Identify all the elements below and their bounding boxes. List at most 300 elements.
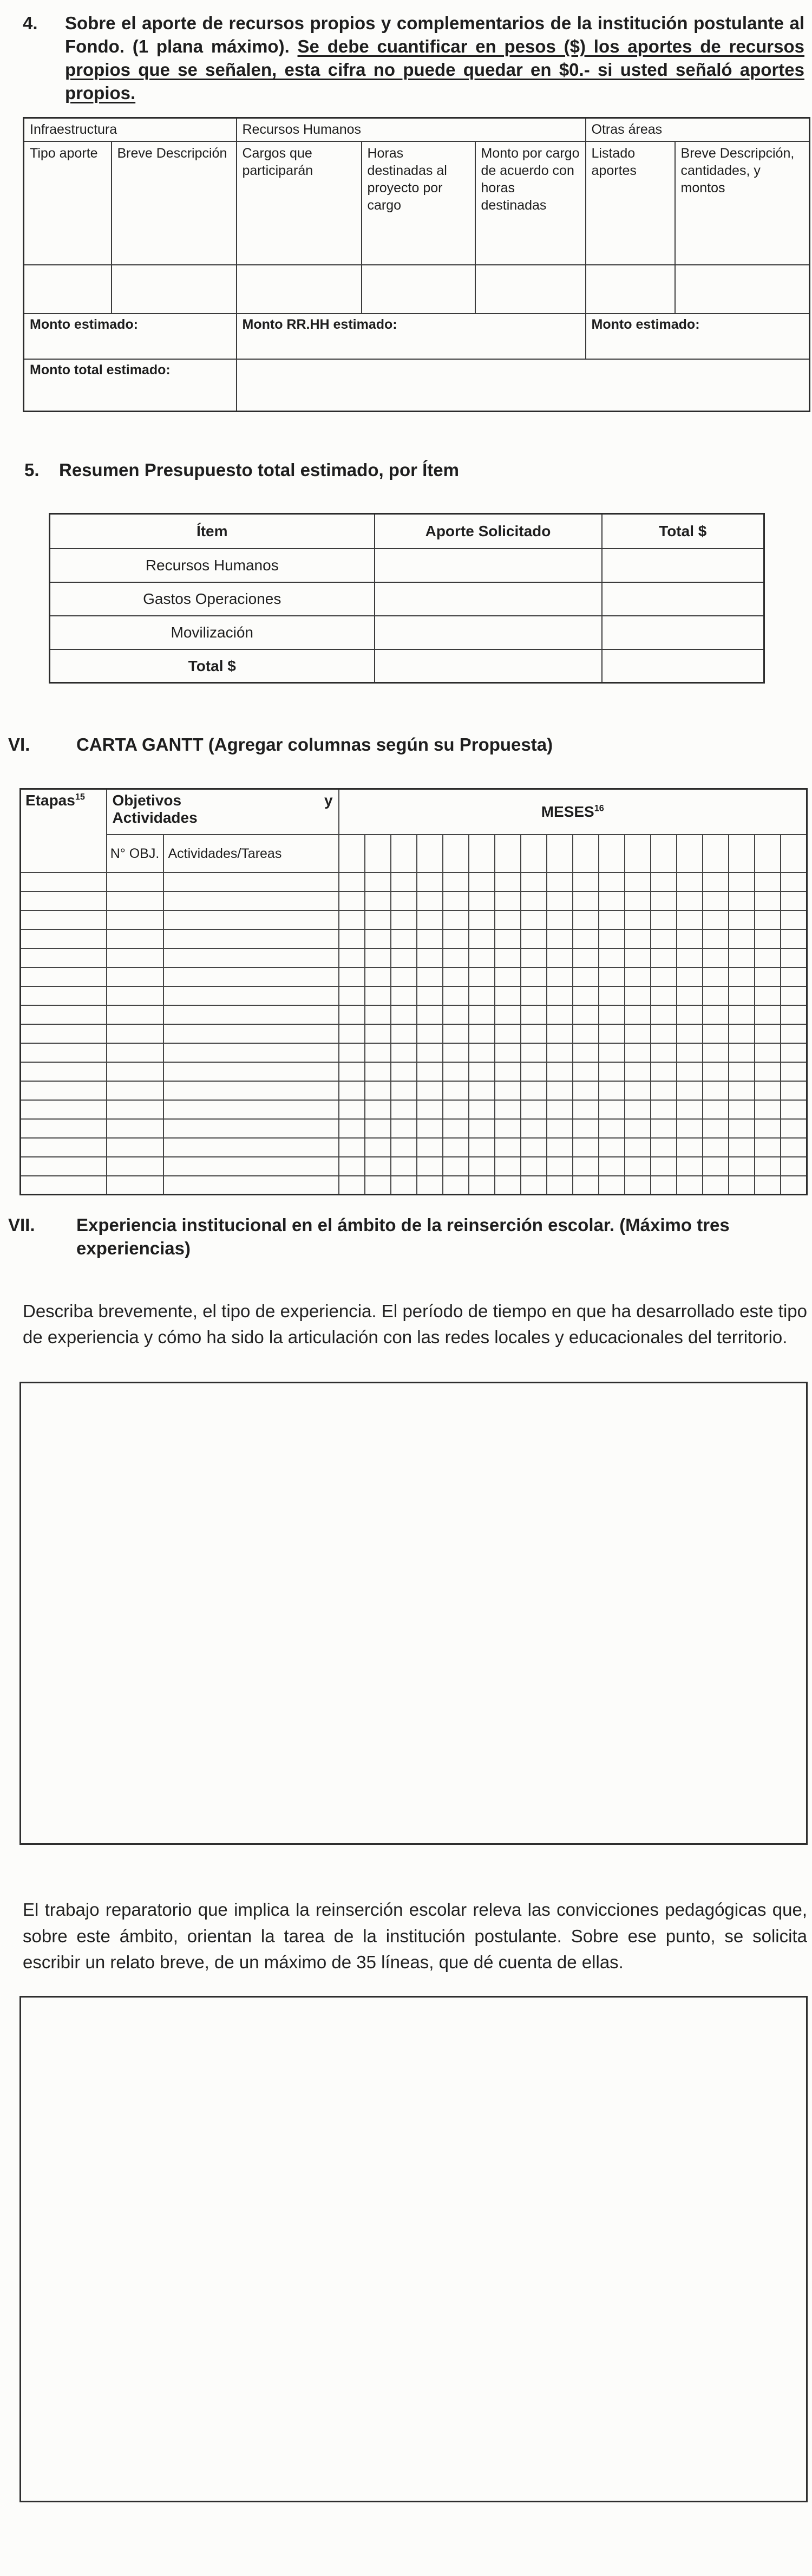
gantt-month-cell [729,910,755,929]
etapas-label: Etapas [25,792,75,809]
gantt-month-cell [781,1157,807,1176]
gantt-month-cell [365,1005,391,1024]
gantt-month-cell [625,986,651,1005]
gantt-month-cell [443,1100,469,1119]
gantt-month-cell [521,1024,547,1043]
gantt-month-cell [365,1024,391,1043]
objetivos-word: Actividades [112,809,198,827]
gantt-month-cell [677,1100,703,1119]
gantt-month-cell [443,1119,469,1138]
item-label: Recursos Humanos [50,549,375,582]
gantt-month-cell [599,1062,625,1081]
gantt-month-cell [391,910,417,929]
gantt-month-cell [495,1176,521,1195]
gantt-row [21,1119,807,1138]
gantt-month-cell [365,892,391,910]
section7-title: Experiencia institucional en el ámbito de la reinserción escolar. (Máximo tres experiencias) [76,1215,730,1259]
gantt-month-cell [443,1138,469,1157]
gantt-cell [21,910,107,929]
gantt-month-cell [781,910,807,929]
gantt-month-cell [547,929,573,948]
gantt-month-cell [547,986,573,1005]
gantt-month-header-cell [365,835,391,873]
gantt-month-cell [755,1119,781,1138]
gantt-month-cell [339,892,365,910]
gantt-month-cell [573,892,599,910]
gantt-cell [163,1176,339,1195]
gantt-month-cell [781,1005,807,1024]
gantt-month-cell [339,929,365,948]
gantt-cell [21,873,107,892]
gantt-cell [163,1081,339,1100]
gantt-month-cell [339,1119,365,1138]
col-breve-descripcion: Breve Descripción [112,141,237,265]
gantt-cell [107,929,163,948]
gantt-month-cell [417,986,443,1005]
gantt-month-cell [469,929,495,948]
gantt-month-cell [781,948,807,967]
gantt-month-cell [495,1100,521,1119]
gantt-month-cell [391,1119,417,1138]
gantt-month-cell [495,1157,521,1176]
gantt-month-cell [365,1062,391,1081]
gantt-month-cell [729,1024,755,1043]
gantt-month-cell [469,1176,495,1195]
gantt-month-cell [755,892,781,910]
monto-rrhh-estimado: Monto RR.HH estimado: [237,314,586,359]
gantt-month-cell [547,1100,573,1119]
gantt-month-cell [651,1062,677,1081]
gantt-month-cell [339,1005,365,1024]
gantt-month-cell [625,1138,651,1157]
gantt-cell [21,1100,107,1119]
gantt-month-cell [417,892,443,910]
gantt-month-cell [625,948,651,967]
item-label: Total $ [50,649,375,683]
gantt-month-cell [391,948,417,967]
gantt-month-cell [391,1138,417,1157]
gantt-table [19,788,808,1195]
gantt-cell [163,1043,339,1062]
gantt-month-cell [417,1043,443,1062]
gantt-month-cell [703,967,729,986]
section4-number: 4. [23,13,38,33]
col-breve-desc-montos: Breve Descripción, cantidades, y montos [675,141,810,265]
gantt-month-cell [677,1062,703,1081]
gantt-month-cell [677,1138,703,1157]
gantt-month-cell [443,873,469,892]
gantt-month-cell [625,1043,651,1062]
gantt-cell [163,967,339,986]
gantt-month-cell [755,1043,781,1062]
gantt-month-cell [703,1157,729,1176]
convictions-answer-box [19,1996,808,2502]
group-recursos-humanos: Recursos Humanos [237,118,586,141]
gantt-month-cell [781,929,807,948]
gantt-cell [21,1157,107,1176]
gantt-month-cell [469,873,495,892]
gantt-cell [21,1176,107,1195]
gantt-month-cell [339,1081,365,1100]
monto-estimado-otras: Monto estimado: [586,314,810,359]
gantt-month-cell [651,1119,677,1138]
gantt-cell [163,873,339,892]
gantt-month-header-cell [521,835,547,873]
gantt-month-cell [781,1138,807,1157]
gantt-row [21,1005,807,1024]
gantt-month-cell [339,873,365,892]
gantt-month-cell [469,1081,495,1100]
gantt-month-cell [573,967,599,986]
gantt-month-cell [521,1005,547,1024]
gantt-row [21,1100,807,1119]
gantt-month-cell [417,1005,443,1024]
gantt-month-cell [391,967,417,986]
meses-label: MESES [541,803,594,821]
item-label: Gastos Operaciones [50,582,375,616]
col-monto-cargo: Monto por cargo de acuerdo con horas destinadas [475,141,586,265]
gantt-month-cell [755,929,781,948]
gantt-month-cell [703,948,729,967]
gantt-row [21,892,807,910]
gantt-month-cell [495,948,521,967]
gantt-cell [163,1100,339,1119]
meses-footnote: 16 [594,803,604,814]
col-horas: Horas destinadas al proyecto por cargo [362,141,475,265]
gantt-month-cell [469,1157,495,1176]
gantt-month-cell [391,1062,417,1081]
gantt-month-cell [781,873,807,892]
gantt-month-cell [547,1157,573,1176]
gantt-month-cell [599,873,625,892]
gantt-cell [163,929,339,948]
gantt-month-cell [677,929,703,948]
gantt-month-cell [625,967,651,986]
gantt-month-cell [365,967,391,986]
gantt-month-cell [573,1157,599,1176]
gantt-month-cell [729,1062,755,1081]
gantt-cell [21,1024,107,1043]
gantt-month-cell [651,986,677,1005]
gantt-month-cell [521,910,547,929]
gantt-month-cell [495,910,521,929]
gantt-month-cell [417,1062,443,1081]
header-item: Ítem [50,514,375,549]
gantt-cell [163,1157,339,1176]
gantt-month-cell [651,1081,677,1100]
gantt-month-cell [781,967,807,986]
gantt-month-cell [781,1081,807,1100]
gantt-month-cell [703,1043,729,1062]
gantt-month-header-cell [703,835,729,873]
monto-estimado-infra: Monto estimado: [24,314,237,359]
gantt-month-cell [443,1005,469,1024]
gantt-month-cell [755,1024,781,1043]
gantt-month-cell [625,910,651,929]
gantt-month-cell [625,1119,651,1138]
empty-cell [112,265,237,314]
gantt-month-cell [417,910,443,929]
gantt-month-cell [781,1024,807,1043]
gantt-month-cell [365,910,391,929]
gantt-month-cell [573,1176,599,1195]
gantt-month-cell [755,1138,781,1157]
gantt-month-header-cell [729,835,755,873]
gantt-cell [107,1024,163,1043]
gantt-month-cell [365,986,391,1005]
gantt-month-cell [677,1119,703,1138]
total-cell [602,616,764,649]
gantt-month-cell [521,967,547,986]
gantt-month-cell [755,948,781,967]
gantt-cell [107,1100,163,1119]
gantt-month-cell [417,1138,443,1157]
gantt-month-header-cell [443,835,469,873]
gantt-month-cell [599,1005,625,1024]
gantt-cell [21,892,107,910]
gantt-month-cell [443,1024,469,1043]
gantt-month-cell [547,1005,573,1024]
gantt-month-cell [391,1176,417,1195]
gantt-month-cell [755,1176,781,1195]
gantt-month-cell [547,910,573,929]
gantt-month-cell [547,892,573,910]
gantt-month-cell [651,892,677,910]
gantt-cell [21,1119,107,1138]
gantt-month-cell [625,892,651,910]
gantt-month-cell [443,1157,469,1176]
gantt-month-cell [599,1081,625,1100]
gantt-month-cell [521,873,547,892]
gantt-month-cell [729,1176,755,1195]
gantt-month-header-cell [677,835,703,873]
gantt-month-cell [391,1005,417,1024]
gantt-month-cell [625,1176,651,1195]
gantt-month-cell [365,1081,391,1100]
gantt-month-cell [677,1005,703,1024]
gantt-cell [107,986,163,1005]
gantt-month-cell [781,1176,807,1195]
gantt-month-cell [573,1005,599,1024]
gantt-month-cell [729,1157,755,1176]
aportes-monto-row [24,314,810,359]
gantt-month-cell [443,1176,469,1195]
table-row-recursos-humanos [50,549,764,582]
gantt-month-cell [521,1176,547,1195]
gantt-cell [21,967,107,986]
gantt-cell [107,1138,163,1157]
gantt-month-cell [547,1081,573,1100]
gantt-month-cell [625,1005,651,1024]
gantt-month-cell [495,1138,521,1157]
experience-instructions-paragraph: Describa brevemente, el tipo de experiencia. El período de tiempo en que ha desarrollado este tipo de experiencia y cómo ha sido la articulación con las redes locales y educacionales del territorio. [23,1301,807,1348]
col-tipo-aporte: Tipo aporte [24,141,112,265]
gantt-month-header-cell [599,835,625,873]
empty-cell [362,265,475,314]
gantt-month-cell [729,1043,755,1062]
gantt-cell [107,967,163,986]
gantt-month-cell [677,1157,703,1176]
gantt-month-cell [755,967,781,986]
gantt-month-cell [521,1119,547,1138]
aportes-group-header-row [24,118,810,141]
aporte-cell [375,549,602,582]
gantt-month-cell [391,986,417,1005]
gantt-month-cell [599,1119,625,1138]
gantt-month-cell [677,1024,703,1043]
presupuesto-header-row [50,514,764,549]
gantt-month-cell [547,1119,573,1138]
section7-number: VII. [8,1215,35,1235]
gantt-month-cell [547,1176,573,1195]
monto-total-estimado: Monto total estimado: [24,359,237,411]
gantt-month-cell [469,1138,495,1157]
experience-answer-box [19,1382,808,1845]
gantt-month-cell [703,1100,729,1119]
gantt-month-cell [781,892,807,910]
gantt-month-cell [755,1157,781,1176]
group-infraestructura: Infraestructura [24,118,237,141]
section5-number: 5. [24,459,40,480]
gantt-month-cell [339,967,365,986]
gantt-month-cell [729,929,755,948]
gantt-month-cell [781,1043,807,1062]
gantt-month-cell [417,1081,443,1100]
gantt-month-cell [729,1119,755,1138]
gantt-month-cell [391,873,417,892]
gantt-month-cell [651,1100,677,1119]
gantt-month-cell [599,1043,625,1062]
gantt-month-cell [729,967,755,986]
gantt-month-header-cell [547,835,573,873]
gantt-month-cell [703,873,729,892]
gantt-month-cell [781,1062,807,1081]
gantt-cell [21,986,107,1005]
gantt-row [21,1138,807,1157]
gantt-cell [107,892,163,910]
gantt-month-cell [339,1138,365,1157]
gantt-month-cell [599,986,625,1005]
gantt-month-cell [625,929,651,948]
gantt-month-cell [443,948,469,967]
gantt-month-cell [599,1100,625,1119]
gantt-row [21,1062,807,1081]
gantt-month-cell [625,1157,651,1176]
gantt-month-cell [625,1100,651,1119]
gantt-month-cell [469,948,495,967]
gantt-month-cell [417,967,443,986]
gantt-month-cell [469,892,495,910]
gantt-cell [163,1005,339,1024]
gantt-month-cell [703,1119,729,1138]
gantt-cell [107,948,163,967]
gantt-month-cell [469,967,495,986]
gantt-month-cell [469,1100,495,1119]
gantt-month-header-cell [417,835,443,873]
gantt-month-cell [521,1157,547,1176]
gantt-month-cell [495,1062,521,1081]
gantt-month-cell [573,948,599,967]
gantt-month-header-cell [495,835,521,873]
col-listado-aportes: Listado aportes [586,141,675,265]
gantt-cell [107,1005,163,1024]
total-cell [602,582,764,616]
section4-title-underlined: Se debe cuantificar en pesos ($) los aportes de recursos propios que se señalen, esta cifra no puede quedar en $0.- si usted señaló aportes propios. [65,36,804,103]
gantt-month-header-cell [339,835,365,873]
gantt-month-cell [729,892,755,910]
gantt-month-cell [443,910,469,929]
gantt-cell [21,948,107,967]
gantt-etapas-header [21,789,107,873]
gantt-month-cell [417,1157,443,1176]
gantt-month-cell [495,1119,521,1138]
gantt-row [21,1081,807,1100]
empty-cell [237,265,362,314]
gantt-header-row [21,789,807,835]
presupuesto-table [49,513,765,684]
convictions-instructions-paragraph: El trabajo reparatorio que implica la reinserción escolar releva las convicciones pedagógicas que, sobre este ámbito, orientan la tarea de la institución postulante. Sobre ese punto, se solicita escribir un relato breve, de un máximo de 35 líneas, que dé cuenta de ellas. [23,1900,807,1972]
gantt-month-cell [677,948,703,967]
gantt-cell [163,1024,339,1043]
gantt-cell [21,1062,107,1081]
gantt-cell [163,986,339,1005]
gantt-month-cell [495,892,521,910]
gantt-subheader-row [21,835,807,873]
section6-title: CARTA GANTT (Agregar columnas según su Propuesta) [76,734,553,755]
gantt-meses-header [339,789,807,835]
gantt-month-cell [547,873,573,892]
header-aporte-solicitado: Aporte Solicitado [375,514,602,549]
gantt-month-cell [703,892,729,910]
gantt-month-cell [573,1119,599,1138]
gantt-month-cell [599,948,625,967]
item-label: Movilización [50,616,375,649]
gantt-month-cell [469,1005,495,1024]
gantt-month-cell [365,1176,391,1195]
gantt-month-cell [443,892,469,910]
gantt-month-cell [677,967,703,986]
gantt-month-cell [469,1024,495,1043]
gantt-month-cell [677,1176,703,1195]
gantt-month-cell [365,1157,391,1176]
gantt-cell [21,1043,107,1062]
gantt-row [21,929,807,948]
gantt-month-cell [651,967,677,986]
gantt-month-header-cell [651,835,677,873]
gantt-month-cell [599,1024,625,1043]
gantt-month-cell [755,1081,781,1100]
gantt-cell [163,1062,339,1081]
gantt-cell [21,1138,107,1157]
gantt-cell [107,1157,163,1176]
etapas-footnote: 15 [75,792,85,803]
gantt-month-cell [599,1176,625,1195]
gantt-month-cell [703,929,729,948]
section6-number: VI. [8,734,30,755]
gantt-cell [163,910,339,929]
gantt-month-cell [651,929,677,948]
gantt-month-cell [703,1138,729,1157]
gantt-cell [107,1043,163,1062]
gantt-month-cell [703,1176,729,1195]
gantt-month-cell [573,910,599,929]
gantt-month-cell [703,910,729,929]
gantt-month-header-cell [625,835,651,873]
gantt-cell [21,1005,107,1024]
gantt-month-cell [339,1176,365,1195]
gantt-month-cell [417,929,443,948]
gantt-month-cell [443,1081,469,1100]
